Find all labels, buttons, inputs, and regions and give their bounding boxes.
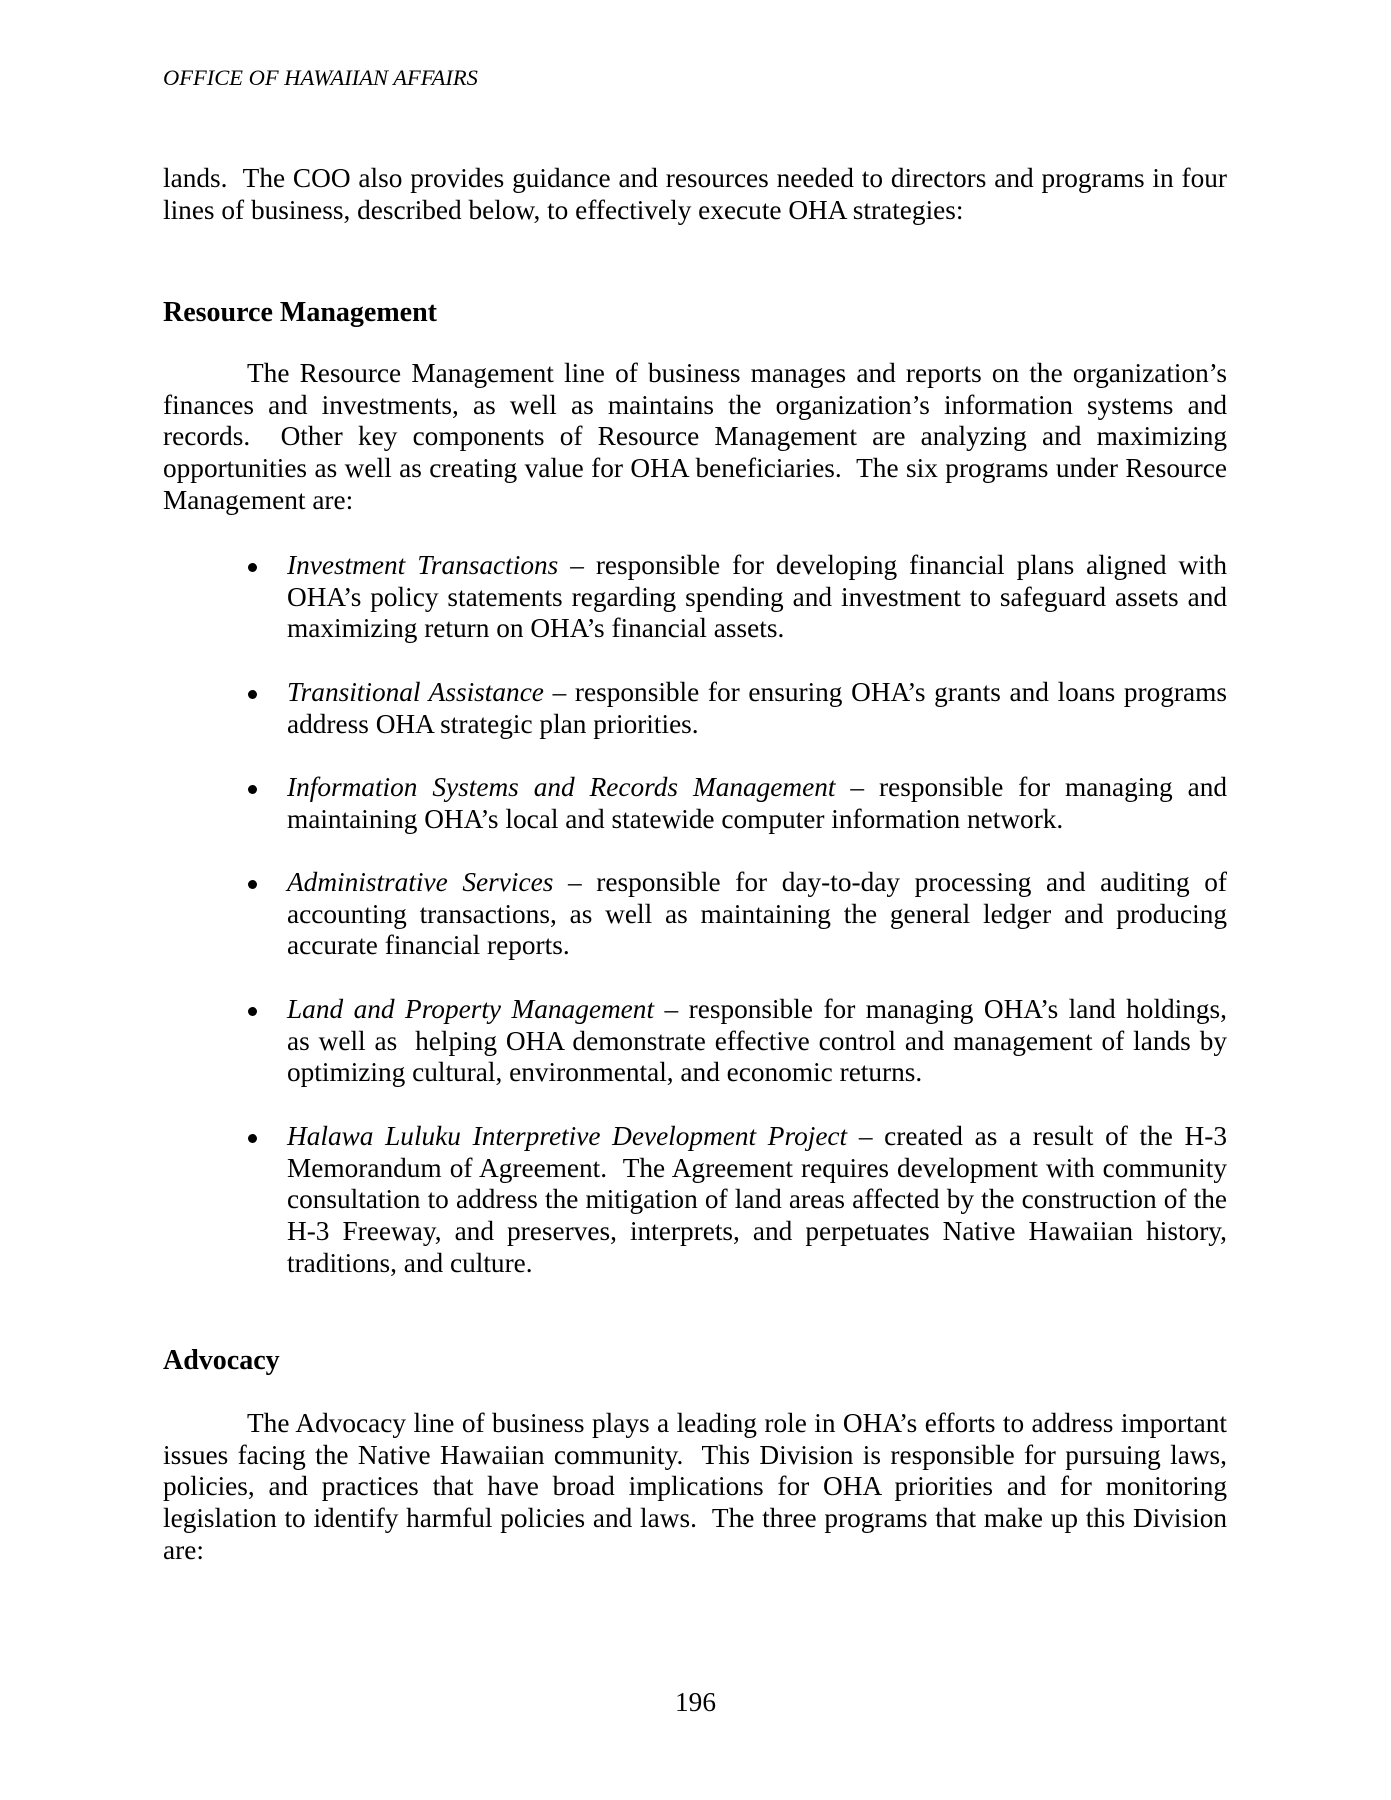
program-description: – responsible for developing financial plans aligned with bbox=[558, 550, 1227, 580]
resource-management-paragraph bbox=[163, 358, 1227, 516]
program-list-item-information-systems bbox=[163, 772, 1227, 835]
bullet-icon bbox=[247, 994, 267, 1026]
paragraph-line: issues facing the Native Hawaiian community. This Division is responsible for pursuing laws, bbox=[163, 1439, 1227, 1470]
paragraph-line: records. Other key components of Resource Management are analyzing and maximizing bbox=[163, 421, 1227, 452]
paragraph-line: finances and investments, as well as maintains the organization’s information systems and bbox=[163, 389, 1227, 420]
paragraph-line: lands. The COO also provides guidance and resources needed to directors and programs in four bbox=[163, 163, 1227, 193]
paragraph-line: consultation to address the mitigation of land areas affected by the construction of the bbox=[287, 1184, 1227, 1215]
paragraph-line: optimizing cultural, environmental, and economic returns. bbox=[287, 1057, 923, 1088]
program-title: Halawa Luluku Interpretive Development Project bbox=[287, 1121, 848, 1151]
paragraph-line: OHA’s policy statements regarding spending and investment to safeguard assets and bbox=[287, 581, 1227, 612]
bullet-icon bbox=[247, 677, 267, 709]
paragraph-line: Management are: bbox=[163, 484, 354, 515]
paragraph-line: lines of business, described below, to effectively execute OHA strategies: bbox=[163, 194, 964, 225]
paragraph-line: maintaining OHA’s local and statewide computer information network. bbox=[287, 803, 1064, 834]
paragraph-line: policies, and practices that have broad implications for OHA priorities and for monitoring bbox=[163, 1471, 1227, 1502]
paragraph-line: opportunities as well as creating value for OHA beneficiaries. The six programs under Resource bbox=[163, 453, 1227, 484]
paragraph-line: accounting transactions, as well as maintaining the general ledger and producing bbox=[287, 898, 1227, 929]
program-description: – responsible for managing OHA’s land holdings, bbox=[654, 994, 1228, 1024]
program-description: – created as a result of the H-3 bbox=[847, 1121, 1227, 1151]
bullet-icon bbox=[247, 867, 267, 899]
paragraph-line: H-3 Freeway, and preserves, interprets, and perpetuates Native Hawaiian history, bbox=[287, 1216, 1227, 1247]
paragraph-line: legislation to identify harmful policies and laws. The three programs that make up this Division bbox=[163, 1503, 1227, 1534]
program-title: Land and Property Management bbox=[287, 994, 655, 1024]
paragraph-line: traditions, and culture. bbox=[287, 1247, 533, 1278]
running-header: OFFICE OF HAWAIIAN AFFAIRS bbox=[163, 65, 478, 90]
program-title: Administrative Services bbox=[287, 867, 554, 897]
program-title: Information Systems and Records Management bbox=[287, 772, 836, 802]
program-list-item-administrative-services bbox=[163, 867, 1227, 962]
program-list-item-halawa-luluku bbox=[163, 1121, 1227, 1279]
program-title: Investment Transactions bbox=[287, 550, 559, 580]
paragraph-line: address OHA strategic plan priorities. bbox=[287, 708, 699, 739]
paragraph-line: The Resource Management line of business manages and reports on the organization’s bbox=[247, 358, 1227, 388]
bullet-icon bbox=[247, 1121, 267, 1153]
intro-paragraph bbox=[163, 163, 1227, 226]
paragraph-line: are: bbox=[163, 1534, 204, 1565]
section-heading-resource-management: Resource Management bbox=[163, 297, 437, 328]
paragraph-line: maximizing return on OHA’s financial assets. bbox=[287, 613, 785, 644]
paragraph-line: accurate financial reports. bbox=[287, 930, 570, 961]
advocacy-paragraph bbox=[163, 1408, 1227, 1566]
section-heading-advocacy: Advocacy bbox=[163, 1345, 280, 1376]
program-list-item-transitional-assistance bbox=[163, 677, 1227, 740]
program-list-item-land-property-management bbox=[163, 994, 1227, 1089]
program-description: – responsible for managing and bbox=[835, 772, 1227, 802]
paragraph-line: The Advocacy line of business plays a leading role in OHA’s efforts to address important bbox=[247, 1408, 1227, 1438]
page-number: 196 bbox=[675, 1687, 716, 1717]
program-list-item-investment-transactions bbox=[163, 550, 1227, 645]
paragraph-line: as well as helping OHA demonstrate effective control and management of lands by bbox=[287, 1025, 1227, 1056]
program-description: – responsible for ensuring OHA’s grants and loans programs bbox=[543, 677, 1227, 707]
program-title: Transitional Assistance bbox=[287, 677, 544, 707]
bullet-icon bbox=[247, 550, 267, 582]
bullet-icon bbox=[247, 772, 267, 804]
program-description: – responsible for day-to-day processing and auditing of bbox=[553, 867, 1227, 897]
paragraph-line: Memorandum of Agreement. The Agreement requires development with community bbox=[287, 1152, 1227, 1183]
